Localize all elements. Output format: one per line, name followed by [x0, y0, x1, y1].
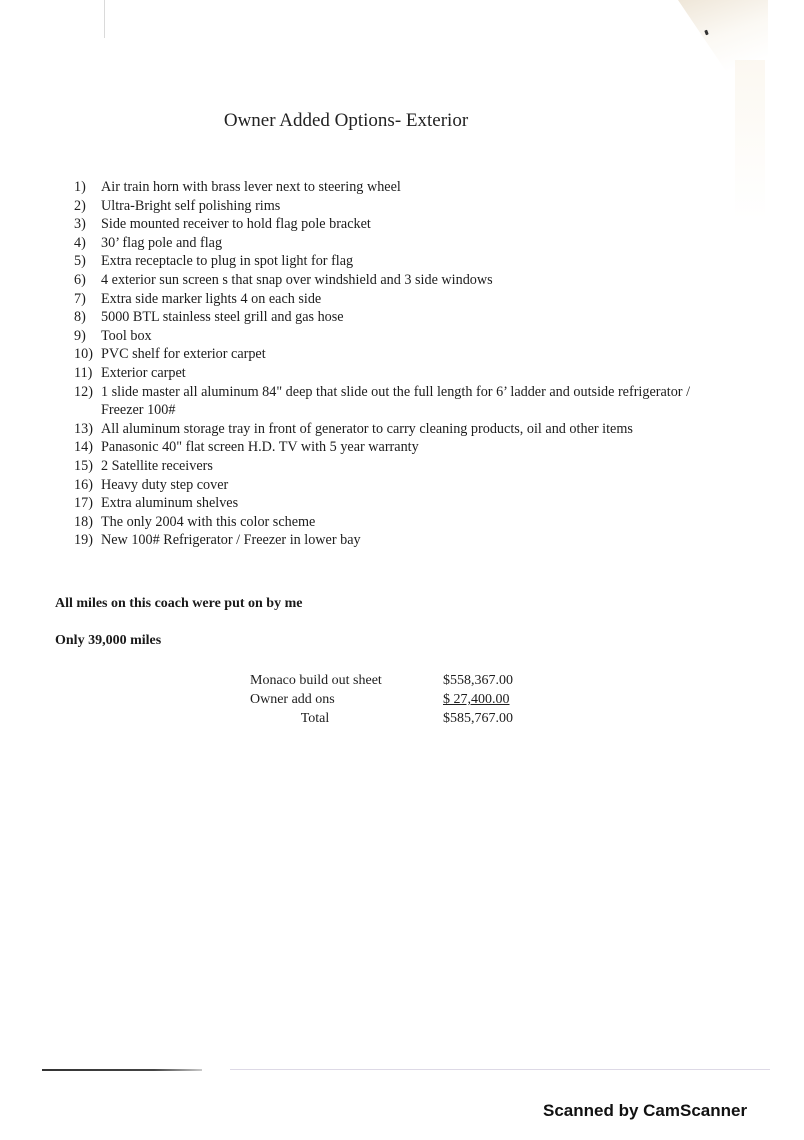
item-number: 19)	[74, 532, 93, 549]
totals-value: $585,767.00	[443, 711, 513, 726]
totals-row-total	[240, 709, 540, 728]
list-item	[74, 457, 694, 476]
list-item	[74, 438, 694, 457]
item-text: Extra receptacle to plug in spot light for flag	[101, 253, 354, 270]
item-text: All aluminum storage tray in front of generator to carry cleaning products, oil and other items	[101, 420, 633, 437]
camscanner-watermark: Scanned by CamScanner	[543, 1101, 748, 1120]
list-item	[74, 494, 694, 513]
item-number: 11)	[74, 364, 93, 381]
item-number: 9)	[74, 327, 86, 344]
totals-value: $558,367.00	[443, 673, 513, 688]
item-number: 4)	[74, 234, 86, 251]
options-list	[74, 178, 694, 550]
scan-artifact-line	[104, 0, 105, 38]
list-item	[74, 513, 694, 532]
item-number: 13)	[74, 420, 93, 437]
item-text: Exterior carpet	[101, 364, 186, 381]
page-bottom-rule-faint	[230, 1069, 770, 1070]
item-text: Air train horn with brass lever next to steering wheel	[101, 179, 401, 195]
item-number: 5)	[74, 253, 86, 270]
totals-label: Owner add ons	[250, 692, 335, 707]
list-item	[74, 197, 694, 216]
item-number: 3)	[74, 216, 86, 233]
item-number: 18)	[74, 513, 93, 530]
mileage-note: Only 39,000 miles	[55, 633, 162, 648]
totals-row-build-sheet	[240, 671, 540, 690]
item-number: 17)	[74, 495, 93, 512]
item-text: 4 exterior sun screen s that snap over windshield and 3 side windows	[101, 271, 493, 288]
list-item	[74, 327, 694, 346]
item-number: 16)	[74, 476, 93, 493]
item-number: 6)	[74, 271, 86, 288]
item-number: 7)	[74, 290, 86, 307]
item-number: 1)	[74, 179, 86, 195]
list-item	[74, 345, 694, 364]
item-number: 14)	[74, 439, 93, 456]
list-item	[74, 476, 694, 495]
item-text: New 100# Refrigerator / Freezer in lower bay	[101, 532, 361, 549]
totals-label: Total	[300, 711, 330, 726]
list-item	[74, 308, 694, 327]
list-item	[74, 178, 694, 197]
totals-value: $ 27,400.00	[443, 692, 510, 707]
totals-label: Monaco build out sheet	[250, 673, 382, 688]
item-number: 8)	[74, 309, 86, 326]
item-text: PVC shelf for exterior carpet	[101, 346, 266, 363]
list-item	[74, 271, 694, 290]
price-totals	[240, 671, 540, 728]
item-text: Tool box	[101, 327, 152, 344]
miles-by-owner-note: All miles on this coach were put on by me	[55, 596, 303, 611]
list-item	[74, 383, 694, 420]
item-text: Panasonic 40" flat screen H.D. TV with 5 year warranty	[101, 439, 419, 456]
item-number: 15)	[74, 457, 93, 474]
item-text: Extra side marker lights 4 on each side	[101, 290, 322, 307]
item-number: 2)	[74, 197, 86, 214]
item-text: 2 Satellite receivers	[101, 457, 213, 474]
list-item	[74, 215, 694, 234]
page-bottom-rule	[42, 1069, 202, 1071]
list-item	[74, 420, 694, 439]
item-text: 1 slide master all aluminum 84" deep that slide out the full length for 6’ ladder and outside refrigerator / Freezer 100#	[101, 383, 691, 419]
totals-row-owner-add-ons	[240, 690, 540, 709]
item-number: 10)	[74, 346, 93, 363]
item-text: 5000 BTL stainless steel grill and gas hose	[101, 309, 344, 326]
item-text: Extra aluminum shelves	[101, 495, 239, 512]
item-text: Side mounted receiver to hold flag pole bracket	[101, 216, 371, 233]
list-item	[74, 364, 694, 383]
item-number: 12)	[74, 383, 93, 400]
list-item	[74, 252, 694, 271]
scan-smudge	[735, 60, 765, 220]
list-item	[74, 531, 694, 550]
item-text: Heavy duty step cover	[101, 476, 229, 493]
document-title: Owner Added Options- Exterior	[223, 110, 469, 131]
list-item	[74, 234, 694, 253]
list-item	[74, 290, 694, 309]
item-text: The only 2004 with this color scheme	[101, 513, 316, 530]
item-text: Ultra-Bright self polishing rims	[101, 197, 281, 214]
item-text: 30’ flag pole and flag	[101, 234, 223, 251]
